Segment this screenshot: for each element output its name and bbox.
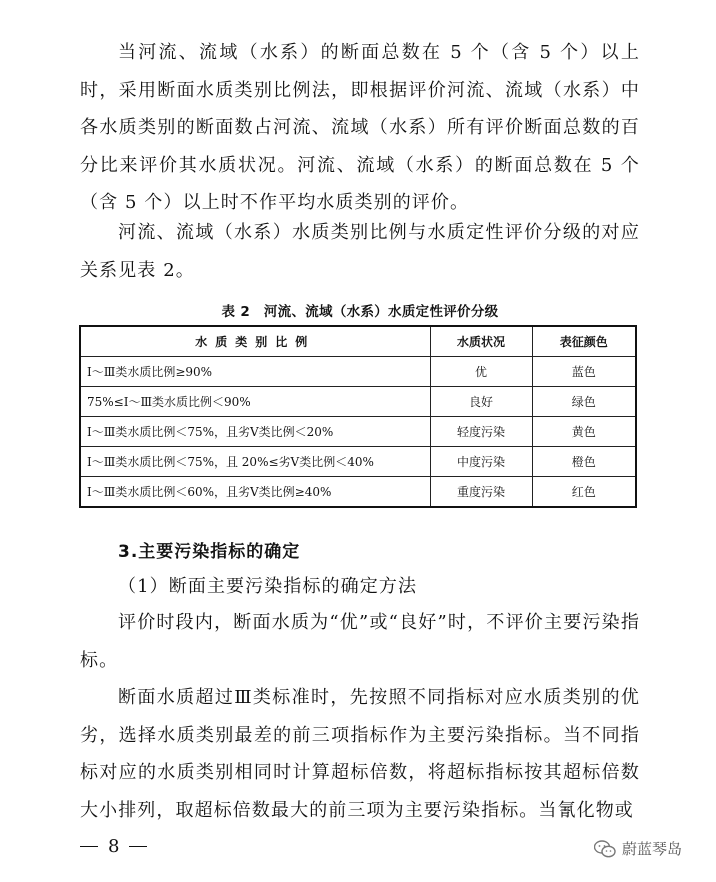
table-caption: 表 2 河流、流域（水系）水质定性评价分级 bbox=[221, 304, 499, 320]
paragraph-3-body: 染指标。 bbox=[80, 612, 640, 671]
cell-color: 蓝色 bbox=[532, 357, 636, 387]
cell-status: 轻度污染 bbox=[430, 417, 532, 447]
dash-left bbox=[80, 846, 98, 848]
cell-color: 橙色 bbox=[532, 447, 636, 477]
section-subheading: （1）断面主要污染指标的确定方法 bbox=[118, 576, 418, 597]
water-quality-table bbox=[79, 325, 637, 508]
paragraph-3-first-line: 评价时段内，断面水质为“优”或“良好”时，不评价主要污 bbox=[118, 612, 602, 633]
header-ratio: 水质类别比例 bbox=[80, 326, 430, 357]
dash-right bbox=[129, 846, 147, 848]
paragraph-4-body: 劣，选择水质类别最差的前三项指标作为主要污染指标。当不同指标对应的水质类别相同时计算超标倍数，将超标指标按其超标倍数大小排列，取超标倍数最大的前三项为主要污染指标。当氰化物或 bbox=[80, 724, 640, 821]
cell-ratio: Ⅰ～Ⅲ类水质比例＜75%，且劣Ⅴ类比例＜20% bbox=[80, 417, 430, 447]
cell-ratio: Ⅰ～Ⅲ类水质比例＜60%，且劣Ⅴ类比例≥40% bbox=[80, 477, 430, 508]
paragraph-1-body: 采用断面水质类别比例法，即根据评价河流、流域（水系）中各水质类别的断面数占河流、流域（水系）所有评价断面总数的百分比来评价其水质状况。河流、流域（水系）的断面总数在 5 个（含 5 个）以上时不作平均水质类别的评价。 bbox=[80, 79, 640, 213]
paragraph-4-first-line: 断面水质超过Ⅲ类标准时，先按照不同指标对应水质类别的优 bbox=[118, 687, 640, 708]
cell-ratio: 75%≤Ⅰ～Ⅲ类水质比例＜90% bbox=[80, 387, 430, 417]
cell-color: 红色 bbox=[532, 477, 636, 508]
page-number: 8 bbox=[108, 836, 120, 857]
table-row bbox=[80, 417, 636, 447]
header-color: 表征颜色 bbox=[532, 326, 636, 357]
page-number-footer bbox=[80, 836, 147, 857]
paragraph-1-first-line: 当河流、流域（水系）的断面总数在 5 个（含 5 个）以上时， bbox=[80, 42, 640, 101]
paragraph-3 bbox=[80, 604, 640, 679]
table-row bbox=[80, 477, 636, 508]
watermark bbox=[594, 838, 682, 859]
cell-status: 中度污染 bbox=[430, 447, 532, 477]
cell-ratio: Ⅰ～Ⅲ类水质比例≥90% bbox=[80, 357, 430, 387]
cell-color: 绿色 bbox=[532, 387, 636, 417]
table-header-row bbox=[80, 326, 636, 357]
section-heading: 3.主要污染指标的确定 bbox=[118, 542, 301, 562]
paragraph-2-body: 关系见表 2。 bbox=[80, 259, 195, 281]
watermark-text: 蔚蓝琴岛 bbox=[622, 840, 683, 858]
cell-status: 重度污染 bbox=[430, 477, 532, 508]
paragraph-1 bbox=[80, 34, 640, 222]
cell-status: 良好 bbox=[430, 387, 532, 417]
paragraph-4 bbox=[80, 679, 640, 829]
cell-status: 优 bbox=[430, 357, 532, 387]
table-row bbox=[80, 447, 636, 477]
cell-ratio: Ⅰ～Ⅲ类水质比例＜75%，且 20%≤劣Ⅴ类比例＜40% bbox=[80, 447, 430, 477]
paragraph-2 bbox=[80, 214, 640, 289]
table-row bbox=[80, 357, 636, 387]
cell-color: 黄色 bbox=[532, 417, 636, 447]
paragraph-2-first-line: 河流、流域（水系）水质类别比例与水质定性评价分级的对应 bbox=[118, 222, 640, 243]
wechat-icon bbox=[594, 840, 616, 858]
table-row bbox=[80, 387, 636, 417]
header-status: 水质状况 bbox=[430, 326, 532, 357]
